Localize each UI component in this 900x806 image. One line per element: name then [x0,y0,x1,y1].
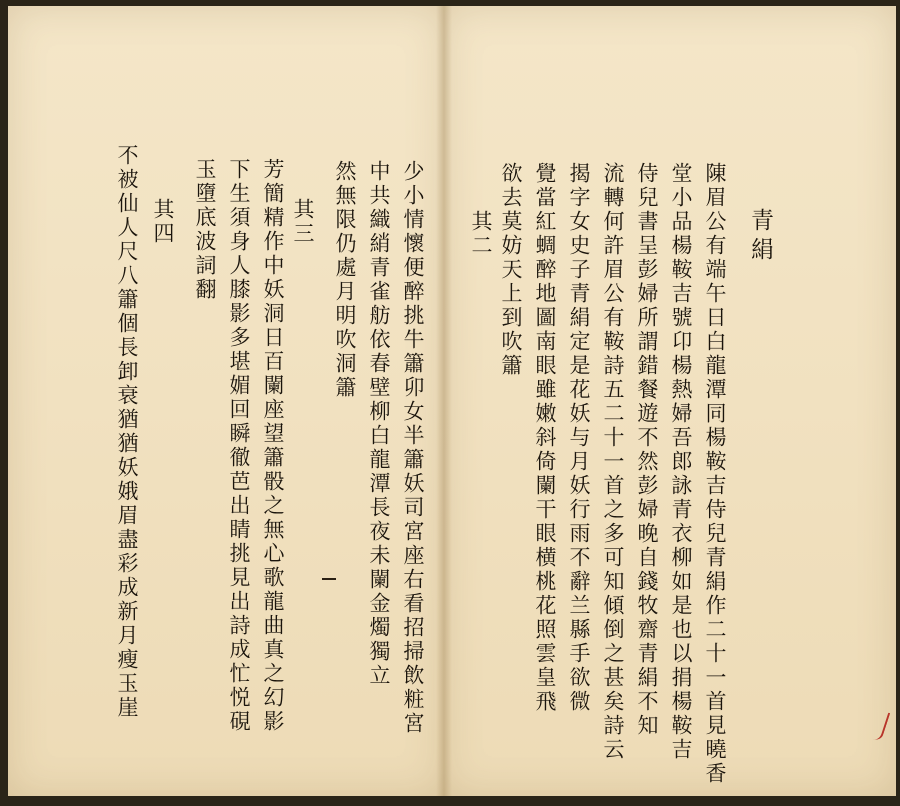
section-label: 其四 [151,198,175,246]
text-line: 中共織綃青雀舫依春壁柳白龍潭長夜未闌金燭獨立 [367,160,391,688]
text-line: 流轉何許眉公有鞍詩五二十一首之多可知傾倒之甚矣詩云 [601,162,625,762]
margin-dash [322,578,336,580]
page-title: 青絹 [747,208,773,266]
text-line: 然無限仍處月明吹洞簫 [333,160,357,400]
text-line: 玉墮底波詞翻 [193,158,217,302]
section-label: 其二 [469,210,493,258]
text-line: 欲去莫妨天上到吹簫 [499,162,523,378]
text-line: 揭字女史子青絹定是花妖与月妖行雨不辭兰縣手欲微 [567,162,591,714]
text-line: 芳簡精作中妖洞日百闌座望簫骰之無心歌龍曲真之幻影 [261,158,285,734]
text-line: 覺當紅蜩醉地圖南眼雖嫩斜倚闌干眼横桃花照雲皇飛 [533,162,557,714]
text-line: 侍兒書呈彭婦所謂錯餐遊不然彭婦晚自錢牧齋青絹不知 [635,162,659,738]
section-label: 其三 [291,198,315,246]
book-gutter [436,6,452,796]
text-line: 少小情懷便醉挑牛簫卯女半簫妖司宮座右看招掃飲粧宮 [401,160,425,736]
text-line: 下生須身人膝影多堪媚回瞬徹芭出睛挑見出詩成忙悦硯 [227,158,251,734]
text-line: 陳眉公有端午日白龍潭同楊鞍吉侍兒青絹作二十一首見曉香 [703,162,727,786]
text-line: 不被仙人尺八簫個長卸衰猶猶妖娥眉盡彩成新月瘦玉崖 [115,144,139,720]
text-line: 堂小品楊鞍吉號卬楊熱婦吾郎詠青衣柳如是也以捐楊鞍吉 [669,162,693,762]
